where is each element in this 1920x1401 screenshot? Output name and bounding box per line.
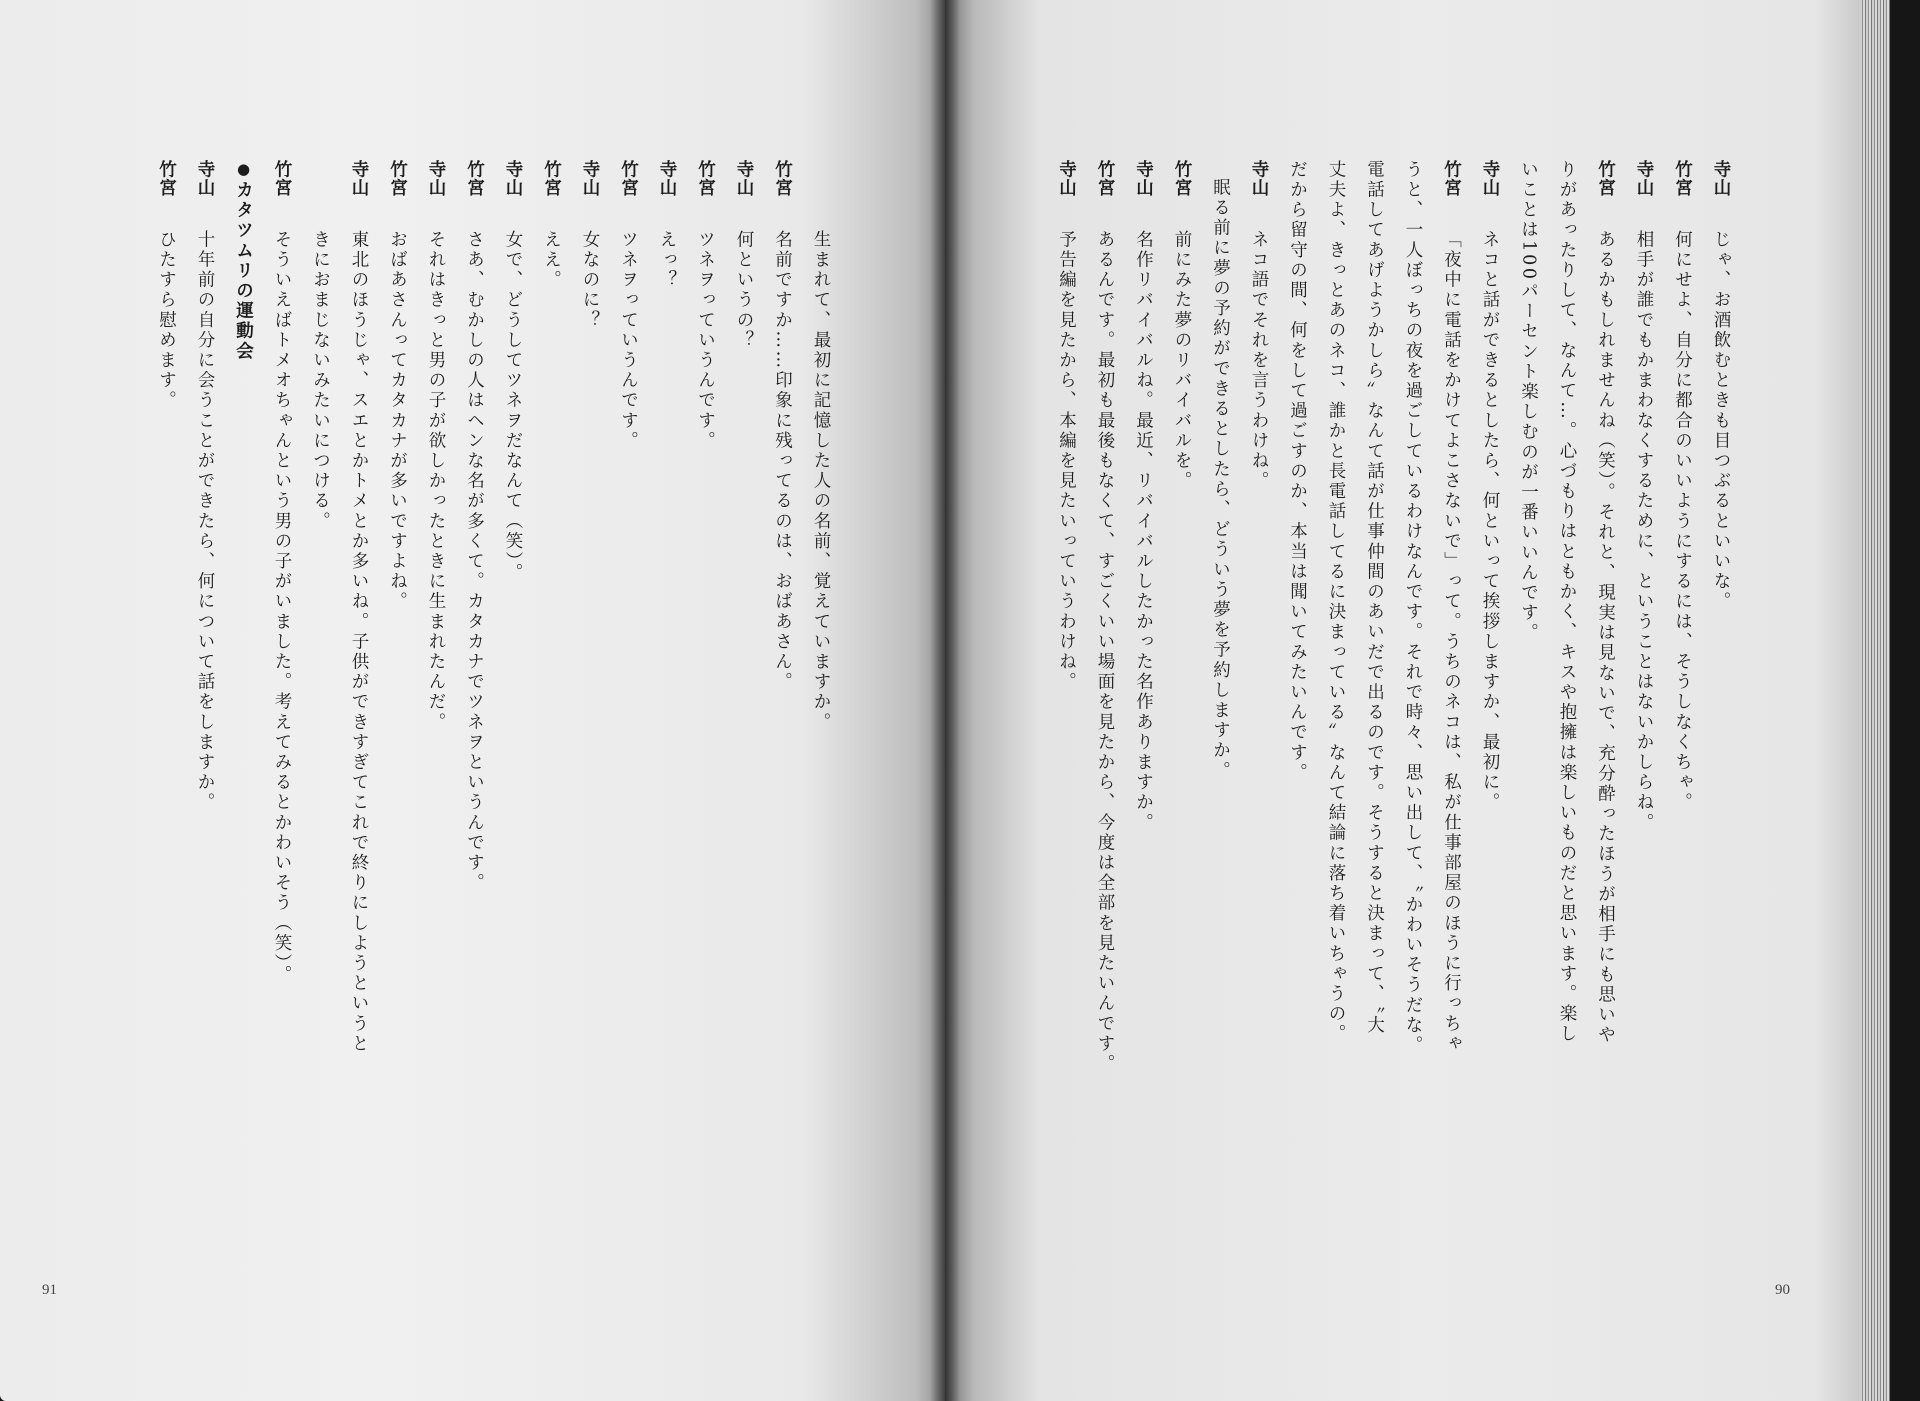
continuation-line: うと、一人ぼっちの夜を過ごしているわけなんです。それで時々、思い出して、〝かわいそうだな。 <box>1403 160 1423 1056</box>
page-number: 91 <box>42 1282 57 1298</box>
dialogue-line: 竹宮そういえばトメオちゃんという男の子がいました。考えてみるとかわいそう（笑）。 <box>263 160 302 1240</box>
dialogue-line: 竹宮何にせよ、自分に都合のいいようにするには、そうしなくちゃ。 <box>1663 160 1702 1240</box>
dialogue-line: 寺山名作リバイバルね。最近、リバイバルしたかった名作ありますか。 <box>1124 160 1163 1240</box>
dialogue-line: 寺山何というの？ <box>725 160 764 1240</box>
dialogue-line: 寺山東北のほうじゃ、スエとかトメとか多いね。子供ができすぎてこれで終りにしようというと <box>340 160 379 1240</box>
speaker-name: 竹宮 <box>695 160 716 197</box>
dialogue-line: 寺山予告編を見たから、本編を見たいっていうわけね。 <box>1047 160 1086 1240</box>
right-page-text <box>1047 160 1740 1240</box>
dialogue-line: 寺山えっ？ <box>648 160 687 1240</box>
dialogue-line: 寺山十年前の自分に会うことができたら、何について話をしますか。 <box>186 160 225 1240</box>
speaker-name: 竹宮 <box>1441 160 1462 197</box>
continuation-line: だから留守の間、何をして過ごすのか、本当は聞いてみたいんです。 <box>1287 160 1308 784</box>
left-page <box>0 0 945 1401</box>
dialogue-line: 竹宮さあ、むかしの人はヘンな名が多くて。カタカナでツネヲというんです。 <box>455 160 494 1240</box>
speaker-name: 寺山 <box>1634 160 1654 197</box>
speaker-name: 寺山 <box>1711 160 1731 197</box>
dialogue-line: 竹宮あるかもしれませんね（笑）。それと、現実は見ないで、充分酔ったほうが相手にも思いや <box>1586 160 1625 1240</box>
speaker-name: 寺山 <box>349 160 369 197</box>
speaker-name: 寺山 <box>1056 160 1077 197</box>
dialogue-line: 竹宮ツネヲっていうんです。 <box>609 160 648 1240</box>
dialogue-line: 眠る前に夢の予約ができるとしたら、どういう夢を予約しますか。 <box>1210 178 1231 781</box>
dialogue-line: 竹宮ツネヲっていうんです。 <box>686 160 725 1240</box>
speaker-name: 竹宮 <box>618 160 639 197</box>
continuation-line: りがあったりして、なんて…。心づもりはともかく、キスや抱擁は楽しいものだと思います。楽し <box>1557 160 1577 1045</box>
speaker-name: 寺山 <box>657 160 677 197</box>
dialogue-line: 寺山女で、どうしてツネヲだなんて（笑）。 <box>494 160 533 1240</box>
dialogue-line: 寺山じゃ、お酒飲むときも目つぶるといいな。 <box>1702 160 1741 1240</box>
speaker-name: 竹宮 <box>156 160 177 197</box>
dialogue-line: 竹宮「夜中に電話をかけてよこさないで」って。うちのネコは、私が仕事部屋のほうに行っちゃ <box>1432 160 1471 1240</box>
dialogue-line: きにおまじないみたいにつける。 <box>310 230 331 532</box>
speaker-name: 寺山 <box>1133 160 1154 197</box>
dialogue-line: 寺山それはきっと男の子が欲しかったときに生まれたんだ。 <box>417 160 456 1240</box>
speaker-name: 竹宮 <box>1095 160 1115 197</box>
speaker-name: 竹宮 <box>772 160 793 197</box>
speaker-name: 寺山 <box>1249 160 1269 197</box>
speaker-name: 竹宮 <box>464 160 485 197</box>
speaker-name: 寺山 <box>734 160 754 197</box>
speaker-name: 竹宮 <box>1672 160 1693 197</box>
speaker-name: 竹宮 <box>272 160 292 197</box>
dialogue-line: 竹宮おばあさんってカタカナが多いですよね。 <box>378 160 417 1240</box>
dialogue-line: 竹宮前にみた夢のリバイバルを。 <box>1163 160 1202 1240</box>
section-heading: ●カタツムリの運動会 <box>233 160 254 362</box>
dialogue-line: 生まれて、最初に記憶した人の名前、覚えていますか。 <box>811 230 831 733</box>
dialogue-line: 竹宮あるんです。最初も最後もなくて、すごくいい場面を見たから、今度は全部を見たいんです。 <box>1086 160 1125 1240</box>
right-page <box>945 0 1890 1401</box>
dialogue-line: 竹宮ひたすら慰めます。 <box>147 160 186 1240</box>
dialogue-line: 竹宮ええ。 <box>532 160 571 1240</box>
dialogue-line: 寺山ネコと話ができるとしたら、何といって挨拶しますか、最初に。 <box>1471 160 1510 1240</box>
speaker-name: 竹宮 <box>1595 160 1616 197</box>
left-page-text <box>147 160 840 1240</box>
speaker-name: 寺山 <box>195 160 215 197</box>
speaker-name: 寺山 <box>503 160 523 197</box>
continuation-line: 電話してあげようかしら〟なんて話が仕事仲間のあいだで出るのです。そうすると決まって、〝大 <box>1364 160 1385 1036</box>
speaker-name: 竹宮 <box>1172 160 1192 197</box>
page-number: 90 <box>1775 1282 1790 1298</box>
dialogue-line: 寺山ネコ語でそれを言うわけね。 <box>1240 160 1279 1240</box>
speaker-name: 竹宮 <box>387 160 408 197</box>
continuation-line: 丈夫よ、きっとあのネコ、誰かと長電話してるに決まっている〟なんて結論に落ち着いちゃうの。 <box>1326 160 1346 1045</box>
dialogue-line: 寺山相手が誰でもかまわなくするために、ということはないかしらね。 <box>1625 160 1664 1240</box>
dialogue-line: 寺山女なのに？ <box>571 160 610 1240</box>
continuation-line: いことは100パーセント楽しむのが一番いいんです。 <box>1518 160 1539 644</box>
dialogue-line: 竹宮名前ですか……印象に残ってるのは、おばあさん。 <box>763 160 802 1240</box>
bullet-icon: ● <box>234 160 253 181</box>
speaker-name: 寺山 <box>580 160 600 197</box>
book-gutter <box>930 0 960 1401</box>
speaker-name: 竹宮 <box>541 160 562 197</box>
speaker-name: 寺山 <box>426 160 446 197</box>
page-edge-strips <box>1860 0 1890 1401</box>
speaker-name: 寺山 <box>1480 160 1500 197</box>
